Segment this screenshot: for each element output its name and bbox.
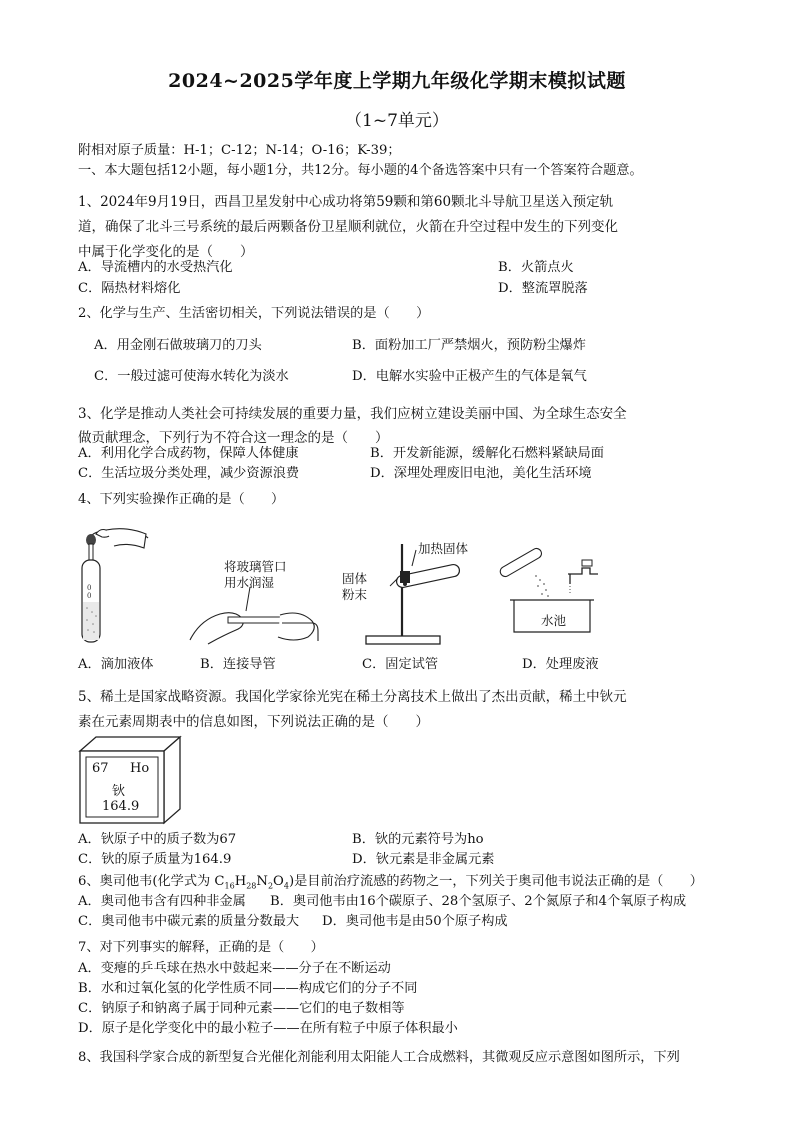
q3-option-d: D．深埋处理废旧电池，美化生活环境 — [370, 466, 592, 481]
q2-option-b: B．面粉加工厂严禁烟火，预防粉尘爆炸 — [352, 338, 586, 353]
section-one-instructions: 一、本大题包括12小题，每小题1分，共12分。每小题的4个备选答案中只有一个答案符合题意。 — [78, 163, 643, 178]
q2-option-c: C．一般过滤可使海水转化为淡水 — [94, 369, 289, 384]
element-atomic-number: 67 — [92, 761, 109, 776]
fig-c-label-top: 加热固体 — [418, 541, 469, 556]
q4-option-d: D．处理废液 — [522, 657, 599, 672]
q1-stem-line2: 道，确保了北斗三号系统的最后两颗备份卫星顺利就位，火箭在升空过程中发生的下列变化 — [78, 219, 618, 235]
q1-option-c: C．隔热材料熔化 — [78, 281, 181, 296]
fig-clamp-stand — [360, 540, 470, 650]
q4-option-b: B．连接导管 — [200, 657, 276, 672]
q5-stem-line1: 5、稀土是国家战略资源。我国化学家徐光宪在稀土分离技术上做出了杰出贡献，稀土中钬元 — [78, 689, 627, 705]
q3-option-a: A．利用化学合成药物，保障人体健康 — [78, 446, 299, 461]
q3-option-b: B．开发新能源，缓解化石燃料紧缺局面 — [370, 446, 604, 461]
q6-sub-n: 2 — [267, 881, 274, 891]
page-subtitle: （1~7单元） — [345, 111, 449, 131]
q4-stem: 4、下列实验操作正确的是（ ） — [78, 492, 285, 507]
q6-sub-c: 16 — [224, 881, 235, 891]
q7-option-c: C．钠原子和钠离子属于同种元素——它们的电子数相等 — [78, 1001, 405, 1016]
q7-stem: 7、对下列事实的解释，正确的是（ ） — [78, 940, 324, 955]
fig-dropping-liquid — [70, 520, 150, 650]
q1-option-d: D．整流罩脱落 — [498, 281, 588, 296]
fig-d-sink-label: 水池 — [541, 613, 567, 628]
q6-stem-post: )是目前治疗流感的药物之一，下列关于奥司他韦说法正确的是（ ） — [288, 874, 703, 889]
q6-option-d: D．奥司他韦是由50个原子构成 — [322, 914, 508, 929]
svg-text:0: 0 — [87, 592, 92, 600]
q5-option-b: B．钬的元素符号为ho — [352, 832, 484, 847]
q6-stem — [78, 874, 703, 895]
q2-option-d: D．电解水实验中正极产生的气体是氧气 — [352, 369, 587, 384]
q7-option-b: B．水和过氧化氢的化学性质不同——构成它们的分子不同 — [78, 981, 418, 996]
q7-option-d: D．原子是化学变化中的最小粒子——在所有粒子中原子体积最小 — [78, 1021, 458, 1036]
fig-b-label-line1: 将玻璃管口 — [224, 559, 287, 574]
q2-stem: 2、化学与生产、生活密切相关，下列说法错误的是（ ） — [78, 306, 430, 321]
page-title: 2024~2025学年度上学期九年级化学期末模拟试题 — [168, 70, 626, 92]
q1-stem-line3: 中属于化学变化的是（ ） — [78, 244, 254, 260]
q6-option-c: C．奥司他韦中碳元素的质量分数最大 — [78, 914, 300, 929]
q4-option-c: C．固定试管 — [362, 657, 439, 672]
fig-c-label-side-line2: 粉末 — [342, 587, 368, 602]
q4-option-a: A．滴加液体 — [78, 657, 154, 672]
q6-option-b: B．奥司他韦由16个碳原子、28个氢原子、2个氮原子和4个氧原子构成 — [270, 894, 687, 909]
q6-stem-pre: 6、奥司他韦(化学式为 C — [78, 874, 225, 889]
q6-sub-o: 4 — [283, 881, 289, 891]
q2-option-a: A．用金刚石做玻璃刀的刀头 — [94, 338, 262, 353]
q7-option-a: A．变瘪的乒乓球在热水中鼓起来——分子在不断运动 — [78, 961, 391, 976]
q8-stem-line1: 8、我国科学家合成的新型复合光催化剂能利用太阳能人工合成燃料，其微观反应示意图如图所示，下列 — [78, 1050, 680, 1065]
svg-text:0: 0 — [87, 584, 92, 592]
q3-stem-line2: 做贡献理念，下列行为不符合这一理念的是（ ） — [78, 430, 389, 446]
q6-n: N — [256, 874, 268, 889]
q3-option-c: C．生活垃圾分类处理，减少资源浪费 — [78, 466, 300, 481]
q5-option-d: D．钬元素是非金属元素 — [352, 852, 495, 867]
q6-sub-h: 28 — [246, 881, 257, 891]
element-name: 钬 — [112, 784, 126, 799]
q1-stem-line1: 1、2024年9月19日，西昌卫星发射中心成功将第59颗和第60颗北斗导航卫星送入预定轨 — [78, 194, 614, 210]
q6-o: O — [273, 874, 284, 889]
element-symbol: Ho — [130, 761, 150, 776]
q1-option-b: B．火箭点火 — [498, 260, 574, 275]
q6-option-a: A．奥司他韦含有四种非金属 — [78, 894, 246, 909]
fig-c-label-side-line1: 固体 — [342, 571, 368, 586]
q5-option-c: C．钬的原子质量为164.9 — [78, 852, 232, 867]
q5-stem-line2: 素在元素周期表中的信息如图，下列说法正确的是（ ） — [78, 714, 429, 730]
q5-option-a: A．钬原子中的质子数为67 — [78, 832, 237, 847]
q1-option-a: A．导流槽内的水受热汽化 — [78, 260, 233, 275]
q3-stem-line1: 3、化学是推动人类社会可持续发展的重要力量，我们应树立建设美丽中国、为全球生态安全 — [78, 406, 627, 422]
atomic-mass-note: 附相对原子质量：H-1；C-12；N-14；O-16；K-39； — [78, 143, 401, 158]
q6-h: H — [234, 874, 247, 889]
element-relative-mass: 164.9 — [102, 799, 140, 814]
fig-connecting-tubes — [180, 585, 330, 650]
fig-b-label-line2: 用水润湿 — [224, 575, 275, 590]
